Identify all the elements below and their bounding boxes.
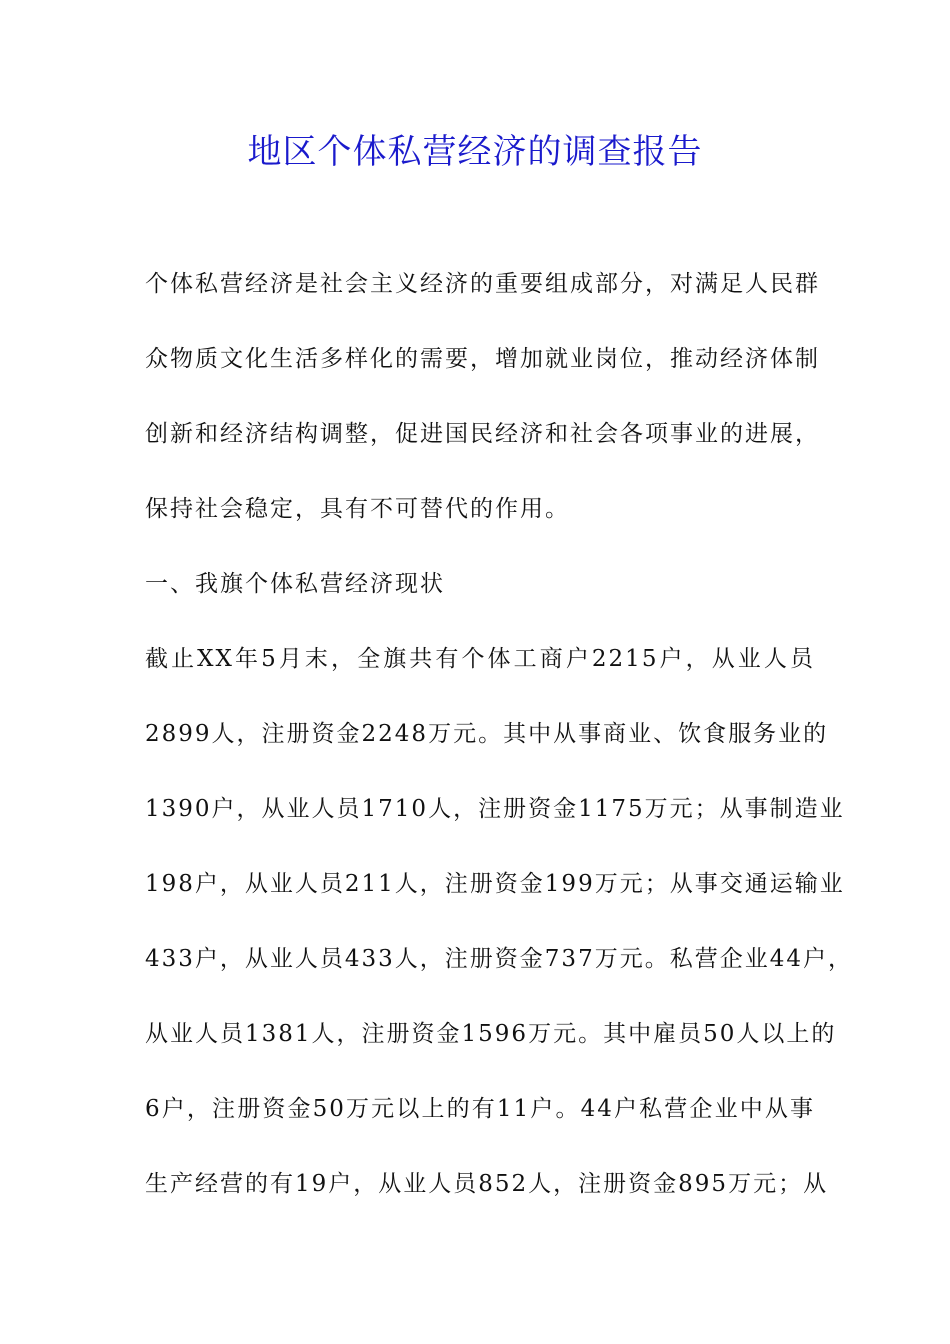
paragraph-line: 个体私营经济是社会主义经济的重要组成部分，对满足人民群 bbox=[145, 271, 820, 297]
paragraph-line: 截止XX年5月末，全旗共有个体工商户2215户，从业人员 bbox=[145, 646, 815, 672]
section-heading: 一、我旗个体私营经济现状 bbox=[145, 571, 445, 597]
paragraph-line: 从业人员1381人，注册资金1596万元。其中雇员50人以上的 bbox=[145, 1021, 837, 1047]
paragraph-line: 保持社会稳定，具有不可替代的作用。 bbox=[145, 496, 570, 522]
document-title: 地区个体私营经济的调查报告 bbox=[247, 132, 703, 172]
paragraph-line: 2899人，注册资金2248万元。其中从事商业、饮食服务业的 bbox=[145, 721, 829, 747]
paragraph-line: 198户，从业人员211人，注册资金199万元；从事交通运输业 bbox=[145, 871, 845, 897]
paragraph-line: 创新和经济结构调整，促进国民经济和社会各项事业的进展， bbox=[145, 421, 820, 447]
paragraph-line: 生产经营的有19户，从业人员852人，注册资金895万元；从 bbox=[145, 1171, 829, 1197]
paragraph-line: 433户，从业人员433人，注册资金737万元。私营企业44户， bbox=[145, 946, 853, 972]
paragraph-line: 1390户，从业人员1710人，注册资金1175万元；从事制造业 bbox=[145, 796, 845, 822]
paragraph-line: 6户，注册资金50万元以上的有11户。44户私营企业中从事 bbox=[145, 1096, 815, 1122]
paragraph-line: 众物质文化生活多样化的需要，增加就业岗位，推动经济体制 bbox=[145, 346, 820, 372]
